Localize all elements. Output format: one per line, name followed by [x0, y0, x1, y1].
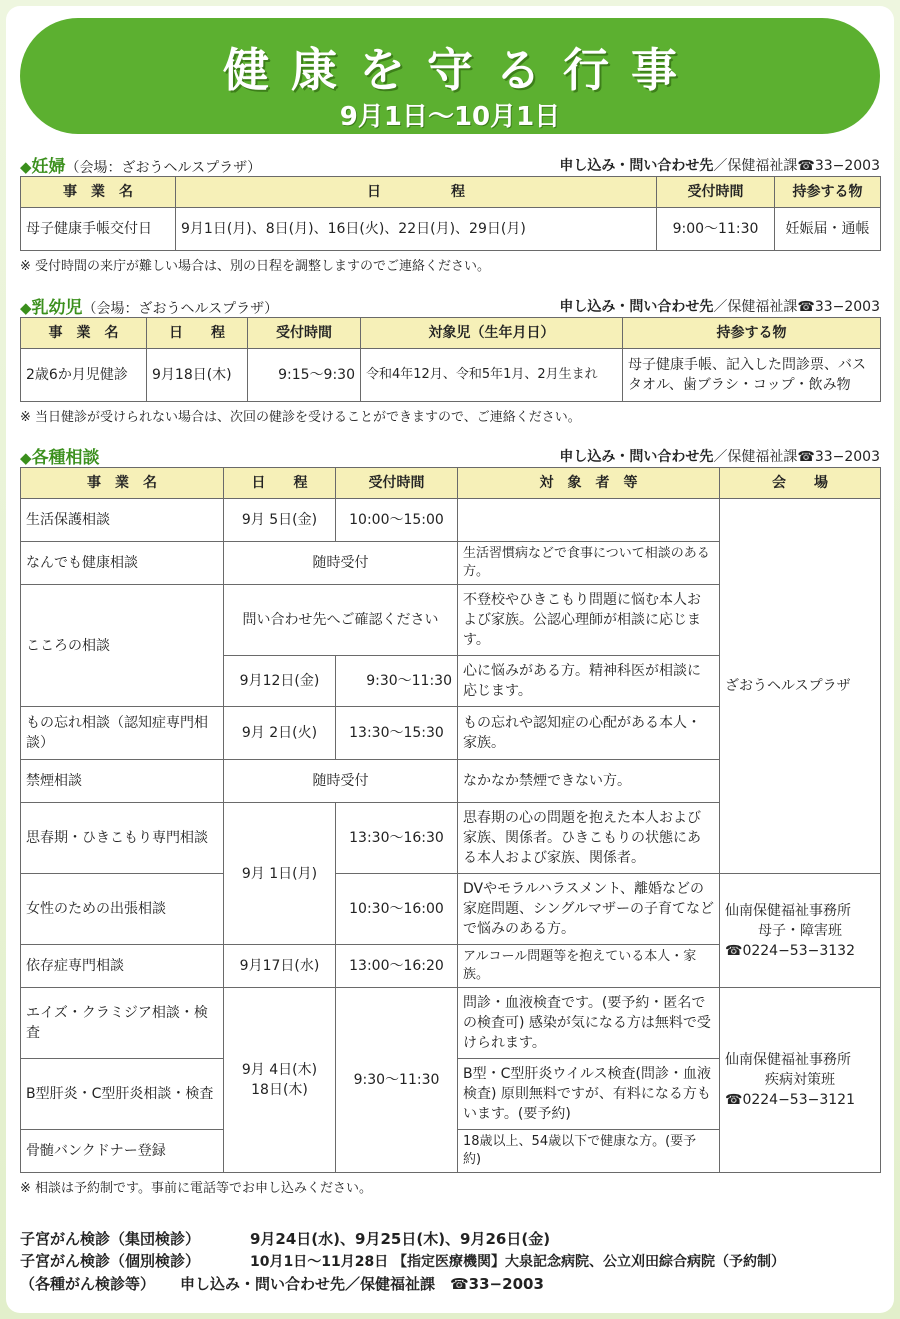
- col-header: 事 業 名: [21, 177, 176, 208]
- diamond-icon: ◆: [20, 449, 32, 467]
- footer-line: 子宮がん検診（個別検診） 10月1日〜11月28日 【指定医療機関】大泉記念病院、公立刈田綜合病院（予約制）: [20, 1252, 786, 1270]
- section-consult: [20, 443, 880, 1196]
- col-header: 日 程: [224, 468, 336, 499]
- infant-table: [20, 317, 881, 402]
- cell-name: こころの相談: [21, 585, 224, 707]
- cell-name: 骨髄バンクドナー登録: [21, 1130, 224, 1173]
- cell-name: 禁煙相談: [21, 760, 224, 803]
- diamond-icon: ◆: [20, 158, 32, 176]
- cell-name: 2歳6か月児健診: [21, 349, 147, 402]
- col-header: 受付時間: [248, 318, 361, 349]
- contact-info: 申し込み・問い合わせ先／保健福祉課☎33−2003: [559, 158, 880, 174]
- contact-info: 申し込み・問い合わせ先／保健福祉課☎33−2003: [559, 299, 880, 315]
- table-row: [21, 349, 881, 402]
- cell-name: なんでも健康相談: [21, 542, 224, 585]
- period-dates: 9月1日〜10月1日: [339, 102, 561, 132]
- cell-name: 思春期・ひきこもり専門相談: [21, 803, 224, 874]
- cell-target: 思春期の心の問題を抱えた本人および家族、関係者。ひきこもりの状態にある本人および家族、関係者。: [458, 803, 720, 874]
- col-header: 対 象 者 等: [458, 468, 720, 499]
- col-header: 事 業 名: [21, 468, 224, 499]
- table-row: [21, 208, 881, 251]
- table-row: [21, 874, 881, 945]
- section-header: [20, 443, 880, 467]
- note: ※ 当日健診が受けられない場合は、次回の健診を受けることができますので、ご連絡ください。: [20, 410, 581, 425]
- col-header: 日 程: [147, 318, 248, 349]
- cell-target: 不登校やひきこもり問題に悩む本人および家族。公認心理師が相談に応じます。: [458, 585, 720, 656]
- cell-date: 9月 4日(木) 18日(木): [224, 988, 336, 1173]
- col-header: 会 場: [720, 468, 881, 499]
- footer-cancer-screening: [20, 1228, 880, 1295]
- col-header: 事 業 名: [21, 318, 147, 349]
- cell-target: DVやモラルハラスメント、離婚などの家庭問題、シングルマザーの子育てなどで悩みのある方。: [458, 874, 720, 945]
- col-header: 日 程: [176, 177, 657, 208]
- col-header: 受付時間: [336, 468, 458, 499]
- cell-target: 令和4年12月、令和5年1月、2月生まれ: [361, 349, 623, 402]
- table-row: [21, 499, 881, 542]
- cell-target: B型・C型肝炎ウイルス検査(問診・血液検査) 原則無料ですが、有料になる方もいます。(要予約): [458, 1059, 720, 1130]
- cell-time: 9:30〜11:30: [336, 656, 458, 707]
- consult-table: [20, 467, 881, 1173]
- cell-datetime: 随時受付: [224, 760, 458, 803]
- section-title: 乳幼児: [31, 298, 83, 318]
- cell-time: 9:15〜9:30: [248, 349, 361, 402]
- cell-items: 母子健康手帳、記入した問診票、バスタオル、歯ブラシ・コップ・飲み物: [623, 349, 881, 402]
- cell-time: 13:30〜16:30: [336, 803, 458, 874]
- cell-target: 問診・血液検査です。(要予約・匿名での検査可) 感染が気になる方は無料で受けられます。: [458, 988, 720, 1059]
- pregnancy-table: [20, 176, 881, 251]
- note: ※ 相談は予約制です。事前に電話等でお申し込みください。: [20, 1181, 372, 1196]
- cell-target: なかなか禁煙できない方。: [458, 760, 720, 803]
- col-header: 対象児（生年月日）: [361, 318, 623, 349]
- cell-time: 13:00〜16:20: [336, 945, 458, 988]
- section-title: 妊婦: [31, 157, 66, 177]
- cell-target: 心に悩みがある方。精神科医が相談に応じます。: [458, 656, 720, 707]
- cell-venue: ざおうヘルスプラザ: [720, 499, 881, 874]
- cell-name: B型肝炎・C型肝炎相談・検査: [21, 1059, 224, 1130]
- cell-time: 9:00〜11:30: [657, 208, 775, 251]
- cell-venue: 仙南保健福祉事務所 疾病対策班 ☎0224−53−3121: [720, 988, 881, 1173]
- col-header: 持参する物: [623, 318, 881, 349]
- cell-date: 9月 1日(月): [224, 803, 336, 945]
- cell-date: 9月 2日(火): [224, 707, 336, 760]
- page-title: 健康を守る行事: [223, 43, 699, 97]
- cell-items: 妊娠届・通帳: [775, 208, 881, 251]
- title-banner: [20, 18, 880, 134]
- section-header: [20, 293, 880, 317]
- col-header: 持参する物: [775, 177, 881, 208]
- footer-line: （各種がん検診等） 申し込み・問い合わせ先／保健福祉課 ☎33−2003: [20, 1275, 544, 1293]
- note: ※ 受付時間の来庁が難しい場合は、別の日程を調整しますのでご連絡ください。: [20, 259, 491, 274]
- cell-target: アルコール問題等を抱えている本人・家族。: [458, 945, 720, 988]
- cell-time: 10:00〜15:00: [336, 499, 458, 542]
- cell-date: 9月18日(木): [147, 349, 248, 402]
- section-pregnancy: [20, 152, 880, 274]
- footer-line: 子宮がん検診（集団検診） 9月24日(水)、9月25日(木)、9月26日(金): [20, 1230, 551, 1248]
- cell-name: 母子健康手帳交付日: [21, 208, 176, 251]
- cell-datetime: 問い合わせ先へご確認ください: [224, 585, 458, 656]
- section-header: [20, 152, 880, 176]
- diamond-icon: ◆: [20, 299, 32, 317]
- cell-datetime: 随時受付: [224, 542, 458, 585]
- section-venue: （会場：ざおうヘルスプラザ）: [65, 160, 262, 176]
- section-title: 各種相談: [31, 448, 100, 468]
- cell-date: 9月17日(水): [224, 945, 336, 988]
- section-venue: （会場：ざおうヘルスプラザ）: [82, 301, 279, 317]
- cell-dates: 9月1日(月)、8日(月)、16日(火)、22日(月)、29日(月): [176, 208, 657, 251]
- cell-target: 生活習慣病などで食事について相談のある方。: [458, 542, 720, 585]
- cell-target: 18歳以上、54歳以下で健康な方。(要予約): [458, 1130, 720, 1173]
- cell-name: 依存症専門相談: [21, 945, 224, 988]
- cell-date: 9月 5日(金): [224, 499, 336, 542]
- cell-target: [458, 499, 720, 542]
- cell-venue: 仙南保健福祉事務所 母子・障害班 ☎0224−53−3132: [720, 874, 881, 988]
- cell-name: 生活保護相談: [21, 499, 224, 542]
- table-row: [21, 988, 881, 1059]
- cell-time: 10:30〜16:00: [336, 874, 458, 945]
- cell-name: 女性のための出張相談: [21, 874, 224, 945]
- cell-name: もの忘れ相談（認知症専門相談）: [21, 707, 224, 760]
- cell-time: 9:30〜11:30: [336, 988, 458, 1173]
- contact-info: 申し込み・問い合わせ先／保健福祉課☎33−2003: [559, 449, 880, 465]
- cell-time: 13:30〜15:30: [336, 707, 458, 760]
- cell-name: エイズ・クラミジア相談・検査: [21, 988, 224, 1059]
- section-infant: [20, 293, 880, 425]
- cell-date: 9月12日(金): [224, 656, 336, 707]
- col-header: 受付時間: [657, 177, 775, 208]
- cell-target: もの忘れや認知症の心配がある本人・家族。: [458, 707, 720, 760]
